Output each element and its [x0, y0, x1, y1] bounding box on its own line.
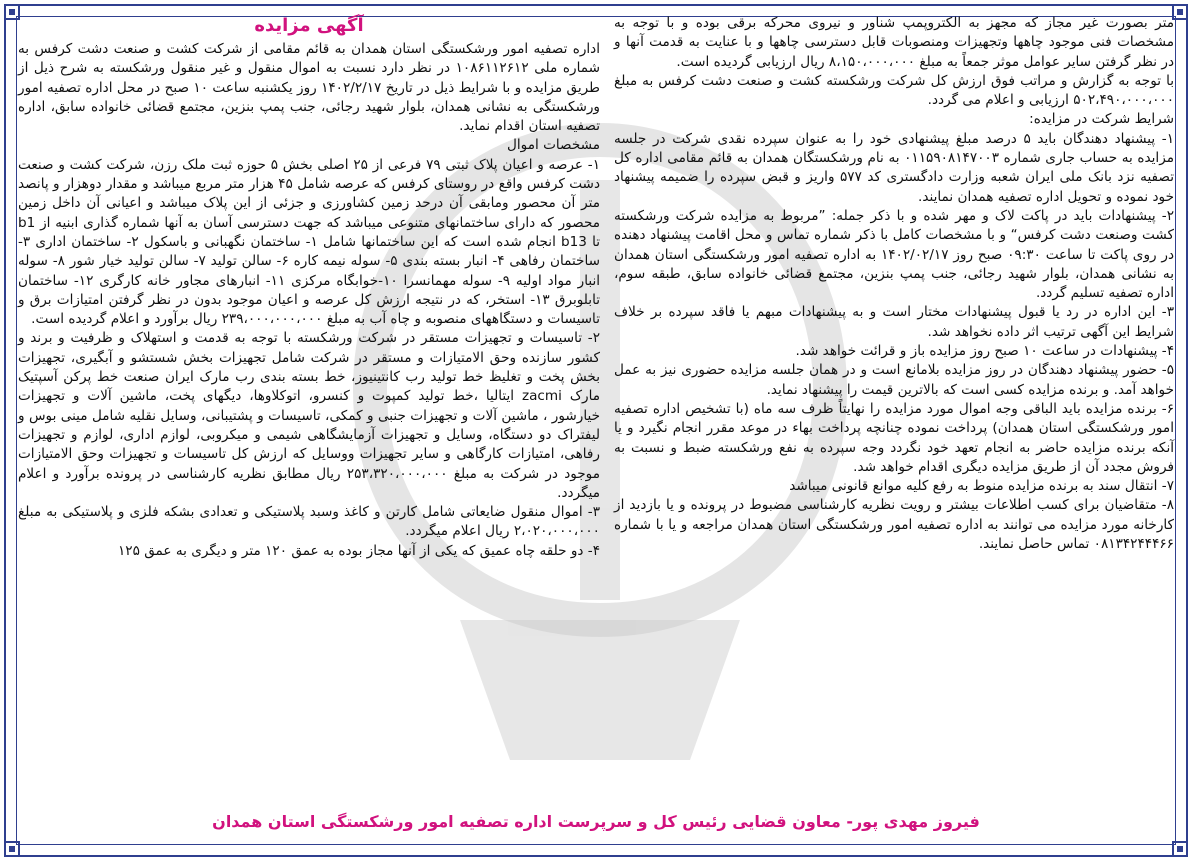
condition-2: ۲- پیشنهادات باید در پاکت لاک و مهر شده و با ذکر جمله: ”مربوط به مزایده شرکت ورشکسته کشت وصنعت دشت کرفس“ و با مشخصات کامل با ذکر شماره تماس و محل اقامت پیشنهاد دهنده در روی پاکت تا ساعت ۰۹:۳۰ صبح روز ۱۴۰۲/۰۲/۱۷ به اداره تصفیه امور ورشکستگی استان همدان به نشانی همدان، بلوار شهید رجائی، جنب پمپ بنزین، مجتمع قضائی خانواده سابق، طبقه سوم، اداره تصفیه تسلیم گردد. [614, 207, 1175, 302]
condition-5: ۵- حضور پیشنهاد دهندگان در روز مزایده بلامانع است و در همان جلسه مزایده حضوری نیز به عمل خواهد آمد. و برنده مزایده کسی است که بالاترین قیمت را پیشنهاد نماید. [614, 362, 1174, 398]
total-valuation-paragraph: با توجه به گزارش و مراتب فوق ارزش کل شرکت ورشکسته کشت و صنعت دشت کرفس به مبلغ ۵۰۲،۴۹۰،۰۰۰،۰۰۰ ارزیابی و اعلام می گردد. [614, 72, 1174, 109]
conditions-heading: شرایط شرکت در مزایده: [1029, 111, 1174, 128]
signature-line: فیروز مهدی پور- معاون قضایی رئیس کل و سرپرست اداره تصفیه امور ورشکستگی استان همدان [212, 812, 980, 831]
condition-8: ۸- متقاضیان برای کسب اطلاعات بیشتر و رویت نظریه کارشناسی مضبوط در پرونده و یا بازدید از کارخانه مورد مزایده می توانند به اداره تصفیه امور ورشکستگی استان همدان مراجعه و یا با شماره ۰۸۱۳۴۲۴۴۴۶۶ تماس حاصل نمایند. [614, 497, 1174, 553]
notice-body [18, 14, 1174, 814]
property-item-1: ۱- عرصه و اعیان پلاک ثبتی ۷۹ فرعی از ۲۵ اصلی بخش ۵ حوزه ثبت ملک رزن، شرکت کشت و صنعت دشت کرفس واقع در روستای کرفس که عرصه شامل ۴۵ هزار متر مربع میباشد و مقدار دوهزار و پانصد متر آن محصور ومابقی آن درحد زمین کشاورزی و جزئی از این پلاک میباشد و اعیانی آن داخل زمین محصور که دارای ساختمانهای متنوعی میباشد که جهت دسترسی آسان به آنها شماره گذاری ابنیه از b1 تا b13 انجام شده است که این ساختمانها شامل ۱- ساختمان نگهبانی و باسکول ۲- ساختمان اداری ۳- ساختمان رفاهی ۴- انبار بسته بندی ۵- سوله نیمه کاره ۶- سالن تولید ۷- سالن تولید خیار شور ۸- سوله انبار مواد اولیه ۹- سوله مهمانسرا ۱۰-خوابگاه مرکزی ۱۱- انبارهای مجاور خانه کارگری ۱۲- ساختمان تابلوبرق ۱۳- استخر، که در نتیجه ارزش کل عرصه و اعیان موجود بدون در نظر گرفتن امتیازات برق و تاسیسات و دستگاههای منصوبه و چاه آب به مبلغ ۲۳۹،۰۰۰،۰۰۰،۰۰۰ ریال برآورد و اعلام گردیده است. [18, 156, 601, 328]
condition-3: ۳- این اداره در رد یا قبول پیشنهادات مختار است و به پیشنهادات مبهم یا فاقد سپرده بر خلاف شرایط این آگهی ترتیب اثر داده نخواهد شد. [614, 304, 1174, 340]
corner-ornament-icon [4, 841, 20, 857]
property-item-3: ۳- اموال منقول ضایعاتی شامل کارتن و کاغذ وسبد پلاستیکی و تعدادی بشکه فلزی و پلاستیکی به مبلغ ۲،۰۲۰،۰۰۰،۰۰۰ ریال اعلام میگردد. [18, 504, 600, 540]
condition-7: ۷- انتقال سند به برنده مزایده منوط به رفع کلیه موانع قانونی میباشد [789, 478, 1174, 495]
corner-ornament-icon [1172, 4, 1188, 20]
condition-1: ۱- پیشنهاد دهندگان باید ۵ درصد مبلغ پیشنهادی خود را به عنوان سپرده نقدی شرکت در جلسه مزایده به حساب جاری شماره ۰۱۱۵۹۰۸۱۴۷۰۰۳ به نام ورشکستگان همدان به قائم مقامی اداره کل تصفیه نزد بانک ملی ایران شعبه وزارت دادگستری کد ۵۷۷ واریز و قبض سپرده را ضمیمه پیشنهاد خود نموده و تحویل اداره تصفیه همدان نمایند. [614, 130, 1174, 205]
left-column [614, 14, 1174, 814]
right-column [18, 14, 600, 814]
corner-ornament-icon [1172, 841, 1188, 857]
property-item-4-continuation: متر بصورت غیر مجاز که مجهز به الکتروپمپ شناور و نیروی محرکه برقی بوده و با توجه به مشخصات فنی موجود چاهها وتجهیزات ومنصوبات قابل دسترسی چاهها و با عنایت به قدمت آنها و در نظر گرفتن سایر عوامل موثر جمعاً به مبلغ ۸،۱۵۰،۰۰۰،۰۰۰ ریال ارزیابی گردیده است. [614, 15, 1174, 70]
condition-6: ۶- برنده مزایده باید الباقی وجه اموال مورد مزایده را نهایتاً ظرف سه ماه (با تشخیص اداره تصفیه امور ورشکستگی استان همدان) پرداخت نموده چنانچه پرداخت بهاء در موعد مقرر انجام نگیرد و یا آنکه برنده مزایده حاضر به انجام تعهد خود نگردد وجه سپرده به نفع ورشکسته ضبط و نسبت به فروش مجدد آن از طریق مزایده دیگری اقدام خواهد شد. [614, 400, 1174, 475]
condition-4: ۴- پیشنهادات در ساعت ۱۰ صبح روز مزایده باز و قرائت خواهد شد. [795, 343, 1174, 360]
notice-title: آگهی مزایده [254, 15, 364, 36]
property-item-2: ۲- تاسیسات و تجهیزات مستقر در شرکت ورشکسته با توجه به قدمت و استهلاک و ظرفیت و برند و کشور سازنده وحق الامتیازات و مستقر در شرکت شامل تجهیزات بخش شستشو و آبگیری، تجهیزات بخش پخت و تغلیظ خط تولید رب کانتینیوز، خط بسته بندی رب مارک ایران صنعت خط پرکن آسپتیک مارک zacmi ایتالیا ،خط تولید کمپوت و کنسرو، اتوکلاوها، دیگهای پخت، ماشین آلات و تجهیزات خیارشور ، ماشین آلات و تجهیزات جنبی و کمکی، تاسیسات و پشتیبانی، وسایل نقلیه شامل مینی بوس و لیفتراک دو دستگاه، وسایل و تجهیزات آزمایشگاهی شیمی و میکروبی، لوازم اداری، لوازم و تجهیزات رفاهی، امتیازات کارگاهی و سایر تجهیزات ووسایل که ارزش کل تاسیسات و تجهیزات وحق الامتیازات موجود در شرکت به مبلغ ۲۵۳،۳۲۰،۰۰۰،۰۰۰ ریال مطابق نظریه کارشناسی در پرونده برآورد و اعلام میگردد. [18, 330, 600, 501]
property-item-4: ۴- دو حلقه چاه عمیق که یکی از آنها مجاز بوده به عمق ۱۲۰ متر و دیگری به عمق ۱۲۵ [117, 542, 600, 559]
specs-heading: مشخصات اموال [507, 137, 600, 154]
intro-paragraph: اداره تصفیه امور ورشکستگی استان همدان به قائم مقامی از شرکت کشت و صنعت دشت کرفس به شماره ملی ۱۰۸۶۱۱۲۶۱۲ در نظر دارد نسبت به اموال منقول و غیر منقول ورشکسته به شرح ذیل از طریق مزایده و با شرایط ذیل در تاریخ ۱۴۰۲/۲/۱۷ روز یکشنبه ساعت ۱۰ صبح در محل اداره تصفیه امور ورشکستگی به نشانی همدان، بلوار شهید رجائی، جنب پمپ بنزین، مجتمع قضائی خانواده سابق، اداره تصفیه استان اقدام نماید. [18, 41, 600, 135]
